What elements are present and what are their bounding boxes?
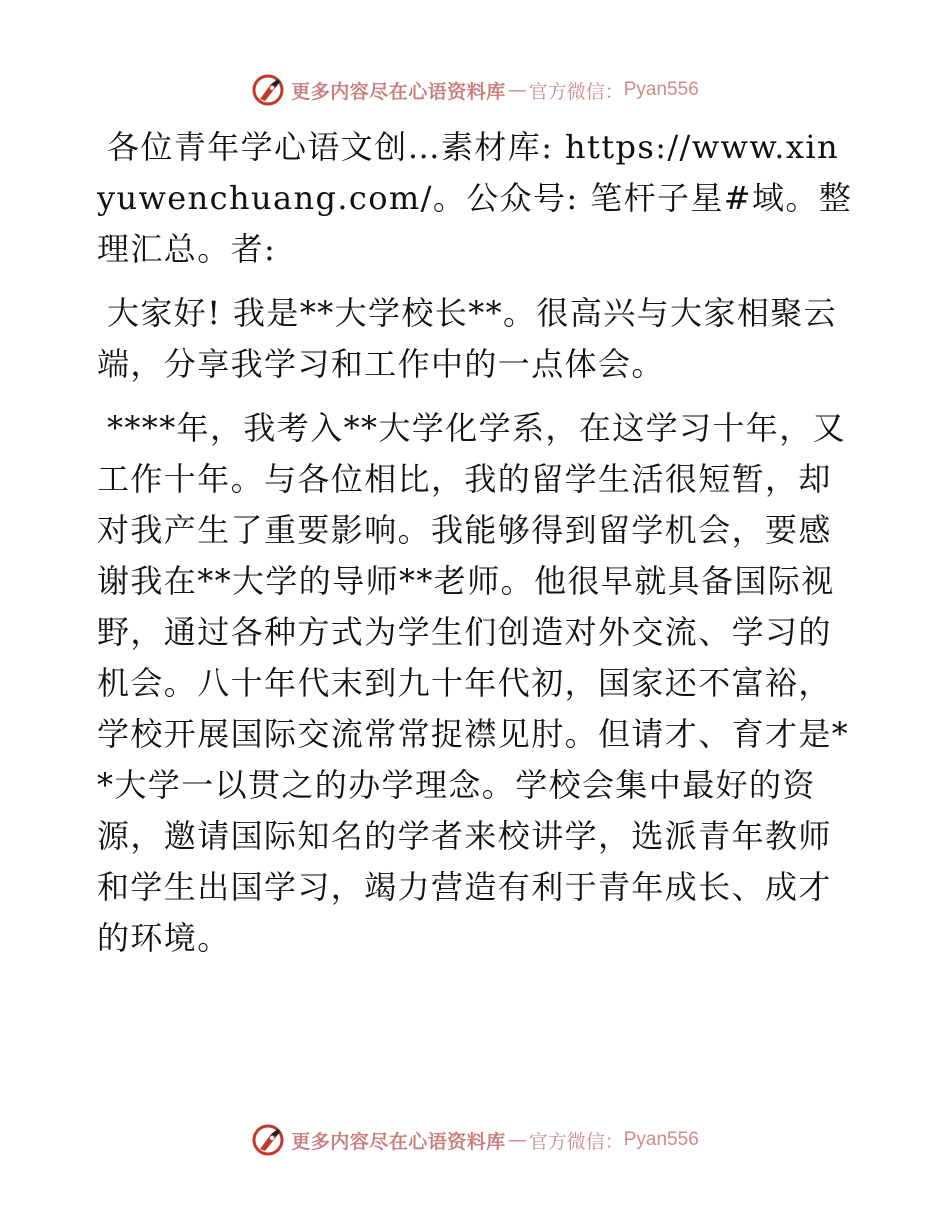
header-wechat-id: Pyan556	[623, 79, 699, 100]
paragraph-story: ****年，我考入**大学化学系，在这学习十年，又工作十年。与各位相比，我的留学生活很短暂，却对我产生了重要影响。我能够得到留学机会，要感谢我在**大学的导师**老师。他很早就具备国际视野，通过各种方式为学生们创造对外交流、学习的机会。八十年代末到九十年代初，国家还不富裕，学校开展国际交流常常捉襟见肘。但请才、育才是**大学一以贯之的办学理念。学校会集中最好的资源，邀请国际知名的学者来校讲学，选派青年教师和学生出国学习，竭力营造有利于青年成长、成才的环境。	[97, 409, 850, 957]
header-wechat-label: 官方微信：	[528, 80, 624, 103]
document-body	[97, 122, 857, 977]
header-dash: —	[507, 79, 527, 101]
header-banner	[0, 70, 950, 110]
footer-banner	[0, 1120, 950, 1160]
pen-nib-logo-icon	[251, 73, 285, 107]
header-site-text: 更多内容尽在心语资料库	[291, 80, 506, 103]
pen-nib-logo-icon	[251, 1123, 285, 1157]
footer-site-text: 更多内容尽在心语资料库	[291, 1130, 506, 1153]
footer-dash: —	[507, 1129, 527, 1151]
paragraph-greeting: 大家好! 我是**大学校长**。很高兴与大家相聚云端，分享我学习和工作中的一点体会。	[97, 294, 838, 383]
footer-wechat-id: Pyan556	[623, 1129, 699, 1150]
paragraph-intro: 各位青年学心语文创…素材库: https://www.xinyuwenchuang.com/。公众号: 笔杆子星#域。整理汇总。者:	[97, 128, 853, 268]
footer-wechat-label: 官方微信：	[528, 1130, 624, 1153]
